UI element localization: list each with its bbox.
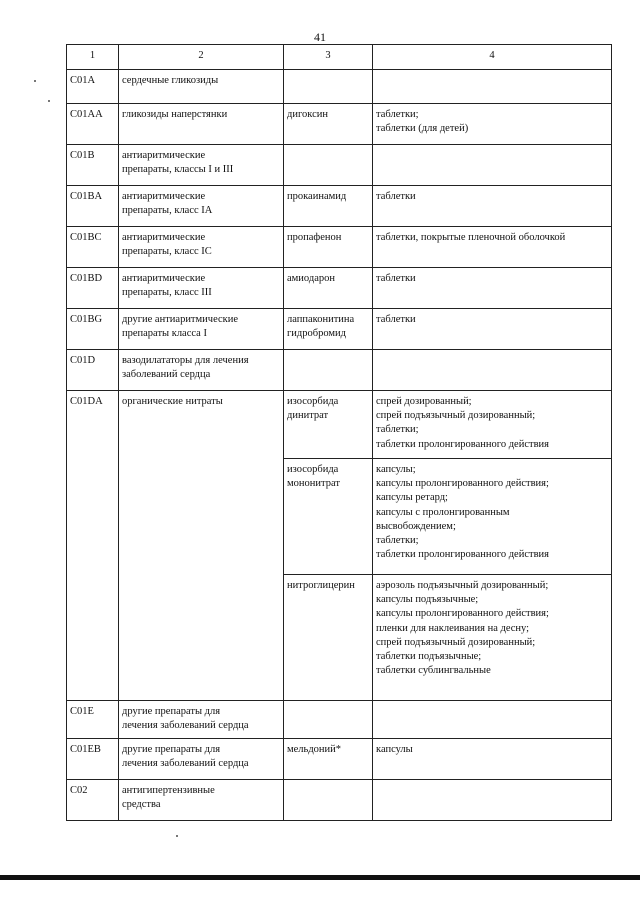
drug-cell (284, 309, 373, 350)
dosage-forms-cell (373, 145, 612, 186)
table-row (67, 186, 612, 227)
table-row (67, 701, 612, 739)
form-line: таблетки подъязычные; (376, 650, 482, 662)
table-header-row (67, 45, 612, 70)
dosage-forms-cell (373, 391, 612, 459)
drug-line: пропафенон (287, 232, 342, 243)
group-cell (119, 70, 284, 104)
atc-code-cell: C01AA (67, 104, 119, 145)
group-line: заболеваний сердца (122, 369, 211, 381)
dosage-forms-cell (373, 186, 612, 227)
dosage-forms-cell (373, 780, 612, 821)
form-line: таблетки пролонгированного действия (376, 438, 549, 450)
group-line: антиаритмические (122, 191, 206, 202)
group-cell (119, 145, 284, 186)
atc-code-cell: C01DA (67, 391, 119, 701)
group-line: гликозиды наперстянки (122, 109, 228, 120)
group-line: препараты, класс IA (122, 205, 213, 217)
column-header: 2 (119, 45, 284, 70)
scan-speck (48, 100, 50, 102)
group-line: органические нитраты (122, 396, 223, 407)
column-header: 1 (67, 45, 119, 70)
group-cell (119, 104, 284, 145)
table-row (67, 145, 612, 186)
group-line: лечения заболеваний сердца (122, 758, 249, 770)
form-line: таблетки (для детей) (376, 123, 469, 135)
form-line: таблетки (376, 191, 416, 202)
column-header: 3 (284, 45, 373, 70)
table-row (67, 227, 612, 268)
group-cell (119, 186, 284, 227)
form-line: таблетки; (376, 534, 419, 546)
drug-line: дигоксин (287, 109, 328, 120)
form-line: таблетки; (376, 424, 419, 436)
drug-line: динитрат (287, 410, 329, 422)
group-line: антиаритмические (122, 273, 206, 284)
group-cell (119, 739, 284, 780)
drug-cell (284, 701, 373, 739)
drug-cell (284, 227, 373, 268)
group-line: препараты, класс IC (122, 246, 212, 258)
form-line: капсулы пролонгированного действия; (376, 608, 549, 620)
group-line: антиаритмические (122, 150, 206, 161)
table-row (67, 70, 612, 104)
dosage-forms-cell (373, 227, 612, 268)
column-header: 4 (373, 45, 612, 70)
group-cell (119, 309, 284, 350)
group-cell (119, 350, 284, 391)
drug-line: мононитрат (287, 478, 340, 490)
table-row (67, 391, 612, 459)
group-line: сердечные гликозиды (122, 75, 219, 86)
group-cell (119, 701, 284, 739)
form-line: спрей подъязычный дозированный; (376, 636, 536, 648)
drug-cell (284, 780, 373, 821)
group-cell (119, 391, 284, 701)
atc-code-cell: C01A (67, 70, 119, 104)
dosage-forms-cell (373, 701, 612, 739)
drug-line: гидробромид (287, 328, 347, 340)
atc-code-cell: C01E (67, 701, 119, 739)
form-line: таблетки (376, 314, 416, 325)
table-row (67, 104, 612, 145)
drug-cell (284, 145, 373, 186)
form-line: пленки для наклеивания на десну; (376, 622, 530, 634)
drug-cell (284, 70, 373, 104)
atc-code-cell: C01BD (67, 268, 119, 309)
dosage-forms-cell (373, 309, 612, 350)
group-cell (119, 780, 284, 821)
form-line: таблетки (376, 273, 416, 284)
scan-speck (176, 835, 178, 837)
dosage-forms-cell (373, 104, 612, 145)
drug-cell (284, 268, 373, 309)
page-bottom-rule (0, 875, 640, 880)
table-row (67, 309, 612, 350)
group-cell (119, 268, 284, 309)
group-line: препараты, класс III (122, 287, 212, 299)
form-line: таблетки пролонгированного действия (376, 549, 549, 561)
form-line: капсулы ретард; (376, 492, 448, 504)
medicines-table (66, 44, 612, 821)
group-line: вазодилататоры для лечения (122, 355, 249, 366)
group-line: другие антиаритмические (122, 314, 239, 325)
form-line: таблетки сублингвальные (376, 665, 491, 677)
drug-cell (284, 739, 373, 780)
group-line: препараты, классы I и III (122, 164, 234, 176)
group-line: другие препараты для (122, 706, 221, 717)
form-line: капсулы с пролонгированным (376, 506, 510, 518)
page-number: 41 (314, 30, 326, 44)
drug-line: изосорбида (287, 464, 339, 475)
form-line: капсулы; (376, 464, 416, 475)
form-line: аэрозоль подъязычный дозированный; (376, 580, 549, 591)
group-line: средства (122, 799, 161, 811)
group-line: антигипертензивные (122, 785, 215, 796)
table-row (67, 350, 612, 391)
dosage-forms-cell (373, 459, 612, 575)
dosage-forms-cell (373, 268, 612, 309)
form-line: капсулы (376, 744, 413, 755)
atc-code-cell: C02 (67, 780, 119, 821)
drug-line: мельдоний* (287, 744, 342, 755)
atc-code-cell: C01EB (67, 739, 119, 780)
drug-cell (284, 459, 373, 575)
form-line: таблетки; (376, 109, 419, 120)
group-line: лечения заболеваний сердца (122, 720, 249, 732)
group-line: антиаритмические (122, 232, 206, 243)
form-line: спрей подъязычный дозированный; (376, 410, 536, 422)
drug-line: изосорбида (287, 396, 339, 407)
drug-line: амиодарон (287, 273, 335, 284)
group-line: препараты класса I (122, 328, 207, 340)
drug-cell (284, 186, 373, 227)
drug-cell (284, 391, 373, 459)
scan-speck (34, 80, 36, 82)
group-line: другие препараты для (122, 744, 221, 755)
table-row (67, 268, 612, 309)
atc-code-cell: C01D (67, 350, 119, 391)
group-cell (119, 227, 284, 268)
drug-cell (284, 104, 373, 145)
drug-line: прокаинамид (287, 191, 347, 202)
dosage-forms-cell (373, 350, 612, 391)
form-line: высвобождением; (376, 520, 456, 532)
atc-code-cell: C01BA (67, 186, 119, 227)
table-row (67, 780, 612, 821)
atc-code-cell: C01BG (67, 309, 119, 350)
dosage-forms-cell (373, 739, 612, 780)
drug-line: лаппаконитина (287, 314, 355, 325)
drug-line: нитроглицерин (287, 580, 355, 591)
table-row (67, 739, 612, 780)
atc-code-cell: C01B (67, 145, 119, 186)
form-line: таблетки, покрытые пленочной оболочкой (376, 232, 566, 243)
drug-cell (284, 575, 373, 701)
form-line: спрей дозированный; (376, 396, 472, 407)
dosage-forms-cell (373, 575, 612, 701)
atc-code-cell: C01BC (67, 227, 119, 268)
drug-cell (284, 350, 373, 391)
form-line: капсулы пролонгированного действия; (376, 478, 549, 490)
form-line: капсулы подъязычные; (376, 594, 479, 606)
dosage-forms-cell (373, 70, 612, 104)
